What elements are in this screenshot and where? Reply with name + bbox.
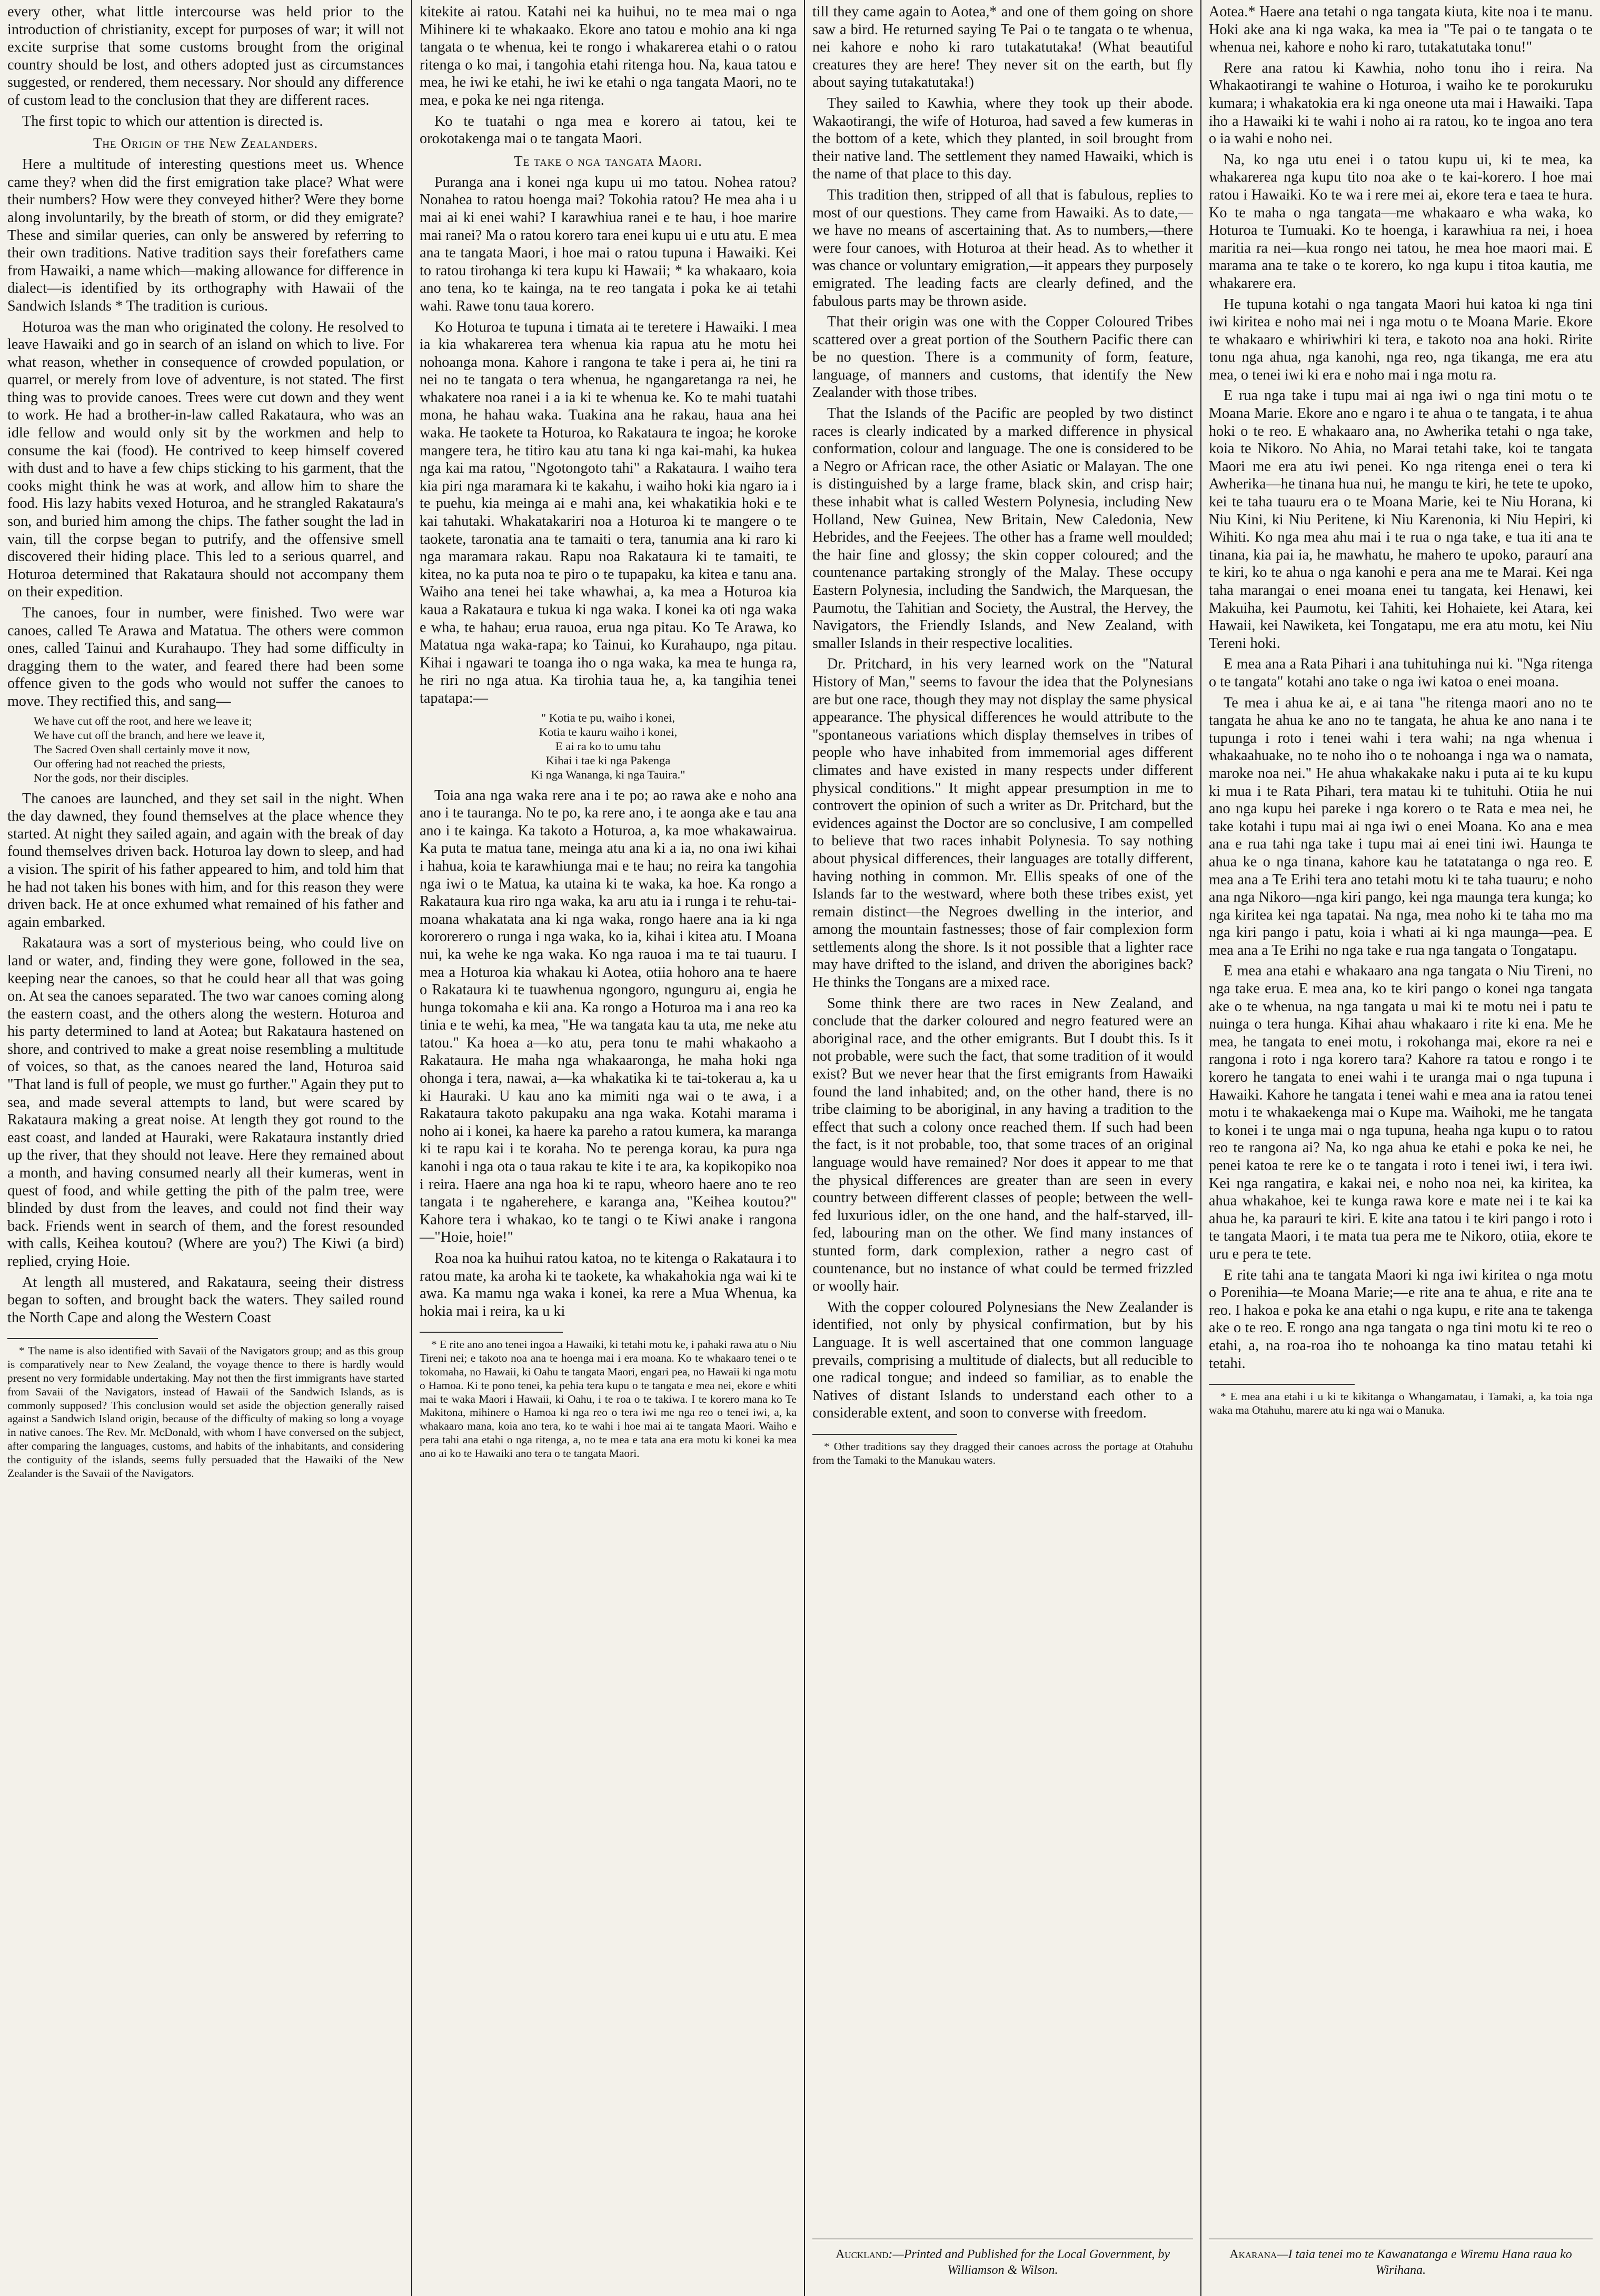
paragraph: He tupuna kotahi o nga tangata Maori hui katoa ki nga tini iwi kiritea e noho mai nei i nga motu o te Moana Marie. Ekore te whakaaro e whiriwhiri ki tera, e takoto noa ana hoki. Ririte tonu nga ahua, nga kanohi, nga reo, nga tikanga, me era atu mea, o tenei iwi ki era e noho mai i nga motu ra.	[1209, 296, 1593, 383]
paragraph: Rakataura was a sort of mysterious being, who could live on land or water, and, finding they were gone, followed in the sea, keeping near the canoes, so that he could hear all that was going on. At sea the canoes separated. The two war canoes coming along the eastern coast, and the others along the western. Hoturoa and his party determined to land at Aotea; but Rakataura hastened on shore, and contrived to make a great noise resembling a multitude of voices, so that, as the canoes neared the land, Hoturoa said "That land is full of people, we must go further." Again they put to sea, and made several attempts to land, but were scared by Rakataura making a great noise. At length they got round to the east coast, and landed at Hauraki, were Rakataura instantly dried up the river, that they should not leave. Here they remained about a month, and having consumed nearly all their kumeras, went in quest of food, and while getting the pith of the palm tree, were blinded by dust from the leaves, and could not find their way back. Friends went in search of them, and the forest resounded with calls, Keihea koutou? (Where are you?) The Kiwi (a bird) replied, crying Hoie.	[7, 935, 404, 1270]
column-maori-right	[1201, 0, 1600, 2296]
imprint-place: Akarana	[1229, 2248, 1277, 2261]
verse-line: We have cut off the branch, and here we leave it,	[34, 728, 265, 742]
verse-line: The Sacred Oven shall certainly move it now,	[34, 742, 250, 756]
paragraph: E rua nga take i tupu mai ai nga iwi o nga tini motu o te Moana Marie. Ekore ano e ngaro i te ahua o te tangata, i te ahua hoki o te reo. E whakaaro ana, no Awherika tetahi o nga take, koia te Nikoro. No Ahia, no Marai tetahi take, koi te tangata Maori me era atu iwi penei. Ko nga ritenga enei o tera ki Awherika—he tinana hua nui, he mangu te kiri, he tete te upoko, kei te taha tuauru era o te Moana Marie, kei te Niu Horana, ki Niu Kini, ki Niu Peritene, ki Niu Karenonia, ki Niu Hepiri, ki Wihiti. Ko nga mea ahu mai i te rua o nga take, e tua iti ana te tinana, kia pai ia, he mawhatu, he mahero te upoko, paraurí ana te kiri, ko te ahua o nga kanohi e pera ana me te Marai. Kei nga taha marangai o enei moana enei tu tangata, kei Henawi, kei Makuiha, kei Paumotu, kei Tahiti, kei Hohaiete, kei Atara, kei Hawaii, kei Nawiketa, kei Tongatapu, me era atu motu, kei Niu Tereni hoki.	[1209, 387, 1593, 652]
section-heading: The Origin of the New Zealanders.	[93, 135, 319, 152]
paragraph: Some think there are two races in New Zealand, and conclude that the darker coloured and negro featured were an aboriginal race, and the other emigrants. But I doubt this. Is it not probable, were such the fact, that some tradition of it would exist? But we never hear that the first emigrants from Hawaiki found the land inhabited; and, on the other hand, there is no tribe claiming to be aboriginal, in any having a tradition to the effect that such a colony once reached them. If such had been the fact, is it not probable, too, that some traces of an original language would have remained? Nor does it appear to me that the physical differences are greater than are seen in every country between different classes of people; between the well-fed luxurious idler, on the one hand, and the half-starved, ill-fed, labouring man on the other. We find many instances of stunted form, dark complexion, rather a negro cast of countenance, but no instance of what could be termed frizzled or woolly hair.	[812, 995, 1193, 1295]
paragraph: Rere ana ratou ki Kawhia, noho tonu iho i reira. Na Whakaotirangi te wahine o Hoturoa, i waiho ke te porokuruku kumara; i whakatokia era ki nga oneone uta mai i Hawaiki. Tapa iho a Hawaiki ki te wahi i noho ai ra ratou, ko te ingoa ano tera o ia wahi e noho nei.	[1209, 59, 1593, 147]
verse-line: Ki nga Wananga, ki nga Tauira."	[531, 767, 685, 781]
paragraph: E mea ana etahi e whakaaro ana nga tangata o Niu Tireni, no nga take erua. E mea ana, ko te kiri pango o konei nga tangata ake o te whenua, na nga tangata u mai ki te motu nei i patu te nuinga o tera hunga. Kihai ahau whakaaro i rite ki ena. Me he mea, he tangata to enei motu, i rokohanga mai, ekore ra nei e rangona i roto i nga korero tara? Kahore ra tatou e rongo i te korero he tangata to enei wahi i te uranga mai o nga tupuna i Hawaiki. Kahore he tangata i tenei wahi e mea ana ia ratou tenei motu i te whakaekenga mai o Kupe ma. Waihoki, me he tangata to konei i te unga mai o nga tupuna, heaha nga kupu o to ratou reo te rangona ai? Na, ko nga ahua ke etahi e poka ke nei, he penei katoa te rere ke o te tangata i roto i tenei iwi, i tera iwi. Kei nga rangatira, e kakai nei, e noho noa nei, ka kiritea, ka ahua whakahoe, kei te kunga rawa kore e mate nei i te kai ka ahua he, ka parauri te kiri. E kite ana tatou i te kiri pango i roto i te tangata Maori, i te mata tua pera me te Nikoro, otiia, ekore te uru e pera te tete.	[1209, 963, 1593, 1262]
verse-line: Kihai i tae ki nga Pakenga	[545, 753, 671, 767]
printer-imprint	[1209, 2239, 1593, 2278]
verse-line: " Kotia te pu, waiho i konei,	[541, 711, 675, 724]
paragraph: That the Islands of the Pacific are peopled by two distinct races is clearly indicated by a marked difference in physical conformation, colour and language. The one is considered to be a Negro or African race, the other Asiatic or Malayan. The one is distinguished by a large frame, black skin, and crisp hair; these inhabit what is called Western Polynesia, including New Holland, New Guinea, New Britain, New Caledonia, New Hebrides, and the Feejees. The other has a frame well moulded; the hair fine and glossy; the skin copper coloured; and the countenance partaking strongly of the Malay. These occupy Eastern Polynesia, including the Sandwich, the Marquesan, the Paumotu, the Tahitian and Society, the Austral, the Hervey, the Navigators, the Friendly Islands, and New Zealand, with smaller Islands in their respective localities.	[812, 405, 1193, 652]
paragraph: With the copper coloured Polynesians the New Zealander is identified, not only by physical confirmation, but by his Language. It is well ascertained that one common language prevails, comprising a multitude of dialects, but all reducible to one radical tongue; and indeed so familiar, as to enable the Natives of distant Islands to understand each other to a considerable extent, and soon to converse with freedom.	[812, 1299, 1193, 1422]
verse-line: E ai ra ko to umu tahu	[555, 739, 661, 753]
paragraph: That their origin was one with the Copper Coloured Tribes scattered over a great portion of the Southern Pacific there can be no question. There is a community of form, feature, language, of manners and customs, that identify the New Zealander with those tribes.	[812, 314, 1193, 401]
paragraph: Te mea i ahua ke ai, e ai tana "he ritenga maori ano no te tangata he ahua ke ano no te tangata, he ahua ke ano nana i te tupunga i roto i tenei wahi i tera wahi; na nga whenua i whakaahuake, no te noho iho o te nohoanga i nga wa o namata, maroke noa nei." He ahua whakakake naku i puta ai te ku kupu ki mua i te Rata Pihari, tera matau ki te tuhituhi. Otiia he nui ano nga kupu hei pareke i nga korero o te Rata e mea nei, he take kotahi i tupu mai ai nga iwi o enei Moana. Ko ana e mea ana e rua tahi nga take i tupu mai ai enei tini iwi. Haunga te ahua ke o nga tinana, kahore kau he tatatatanga o nga reo. E mea ana a Te Erihi tera ano tetahi motu ki te taha tuauru; e noho ana nga Nikoro—nga kiri pango, kei nga maunga tera kunga; ko nga kiritea kei nga tapatai. Na nga, mea noho ki te taha mo ma nga kiri pango i patu, koia i whati ai ki nga maunga—pea. E mea ana a Te Erihi no nga take e rua nga tangata o Tongatapu.	[1209, 694, 1593, 959]
paragraph: Puranga ana i konei nga kupu ui mo tatou. Nohea ratou? Nonahea to ratou hoenga mai? Tokohia ratou? He mea aha i u mai ai ki enei wahi? I karawhiua ranei e te hau, i hoe marire mai ranei? Ma o ratou korero tara enei kupu ui e utu atu. E mea ana te tangata Maori, i hoe mai o ratou tupuna i Hawaiki. Kei to ratou tirohanga ki tera kupu ki Hawaii; * ka whakaaro, koia ano tena, ko te kainga, na te reo tangata i poka ke ai tetahi wahi. Rawe tonu taua korero.	[420, 174, 797, 314]
paragraph: Hoturoa was the man who originated the colony. He resolved to leave Hawaiki and go in search of an island on which to live. For what reason, whether in consequence of crowded population, or quarrel, or merely from love of adventure, is not stated. The first thing was to provide canoes. Trees were cut down and they went to work. He had a brother-in-law called Rakataura, who was an idle fellow and would only sit by the workmen and help to consume the kai (food). He contrived to keep himself covered with dust and to have a few chips sticking to his garment, that the cooks might think he was at work, and allow him to share the food. His lazy habits vexed Hoturoa, and he strangled Rakataura's son, and buried him among the chips. The father sought the lad in vain, till the corpse began to putrify, and the offensive smell discovered their hiding place. This led to a serious quarrel, and Hoturoa determined that Rakataura should not accompany them on their expedition.	[7, 318, 404, 601]
paragraph: Roa noa ka huihui ratou katoa, no te kitenga o Rakataura i to ratou mate, ka aroha ki te taokete, ka whakahokia nga wai ki te awa. Ka mamu nga waka i konei, ka rere a Mua Whenua, ka hokia mai i reira, ka u ki	[420, 1250, 797, 1320]
footnote: * Other traditions say they dragged their canoes across the portage at Otahuhu from the Tamaki to the Manukau waters.	[812, 1440, 1193, 1466]
paragraph: every other, what little intercourse was held prior to the introduction of christianity, except for purposes of war; it will not excite surprise that some customs brought from the original country should be lost, and others adopted just as circumstances suggested, or rendered, them necessary. Nor should any difference of custom lead to the conclusion that they are different races.	[7, 4, 404, 108]
verse-block	[420, 711, 797, 782]
paragraph: kitekite ai ratou. Katahi nei ka huihui, no te mea mai o nga Mihinere ki te whakaako. Ekore ano tatou e mohio ana ki nga tangata o te whenua, kei te rongo i whakarerea etahi o o ratou ritenga o ko mai, i tangohia etahi ritenga hou. Na, kaua tatou e mea, he iwi ke etahi, he iwi ke etahi o nga tangata Maori, no te mea, e poka ke nei nga ritenga.	[420, 4, 797, 108]
footnote-rule	[1209, 1384, 1355, 1385]
imprint-text: :—Printed and Published for the Local Government, by Williamson & Wilson.	[888, 2248, 1170, 2277]
paragraph: Ko te tuatahi o nga mea e korero ai tatou, kei te orokotakenga mai o te tangata Maori.	[420, 113, 797, 147]
paragraph: The canoes are launched, and they set sail in the night. When the day dawned, they found themselves at the place whence they started. At night they sailed again, and again with the break of day found themselves driven back. Hoturoa lay down to sleep, and had a vision. The spirit of his father appeared to him, and told him that he had not taken his bones with him, and for this reason they were driven back. He at once exhumed what remained of his father and again embarked.	[7, 790, 404, 931]
printer-imprint	[812, 2239, 1193, 2278]
paragraph: E mea ana a Rata Pihari i ana tuhituhinga nui ki. "Nga ritenga o te tangata" kotahi ano take o nga iwi katoa o enei moana.	[1209, 656, 1593, 690]
imprint-text: —I taia tenei mo te Kawanatanga e Wiremu Hana raua ko Wirihana.	[1277, 2248, 1572, 2277]
verse-line: Kotia te kauru waiho i konei,	[539, 725, 678, 738]
paragraph: Aotea.* Haere ana tetahi o nga tangata kiuta, kite noa i te manu. Hoki ake ana ki nga waka, ka mea ia "Te pai o te tangata o te whenua nei, kahore e noho ki raro, tutakatutaka tonu!"	[1209, 4, 1593, 56]
imprint-place: Auckland	[835, 2248, 889, 2261]
footnote-rule	[7, 1338, 158, 1339]
column-maori-left	[412, 0, 805, 2296]
footnote: * E rite ano ano tenei ingoa a Hawaiki, ki tetahi motu ke, i pahaki rawa atu o Niu Tireni nei; e takoto noa ana te hoenga mai i era moana. Ko te whakaaro tenei o te tokomaha, no Hawaii, ki Oahu te tangata Maori, engari pea, no Hawaii ki nga motu o Hamoa. Ki te pono tenei, ka pehia tera kupu o te tangata e mea nei, ekore e whiti mai te waka Maori i Hawaii, ki Oahu, i te roa o te takiwa. I te korero mana ko Te Makitona, mihinere o Hamoa ki nga reo o tera iwi me nga reo o tenei iwi, a, ka whakaaro mana, koia ano tera, ko te wahi i hoe mai ai te tangata Maori. Waiho e pera tahi ana etahi o nga ritenga, a, no te mea e tata ana era motu ki konei ka mea ano ai ko te Hawaiki ano tera o te tangata Maori.	[420, 1338, 797, 1460]
footnote: * E mea ana etahi i u ki te kikitanga o Whangamatau, i Tamaki, a, ka toia nga waka ma Otahuhu, marere atu ki nga wai o Manuka.	[1209, 1390, 1593, 1416]
verse-line: We have cut off the root, and here we leave it;	[34, 714, 252, 727]
verse-line: Nor the gods, nor their disciples.	[34, 771, 189, 784]
column-english-left	[0, 0, 412, 2296]
paragraph: They sailed to Kawhia, where they took up their abode. Wakaotirangi, the wife of Hoturoa, had saved a few kumeras in the bottom of a kete, which they planted, in soil brought from their native land. The settlement they named Hawaiki, which is the name of that place to this day.	[812, 95, 1193, 183]
paragraph: At length all mustered, and Rakataura, seeing their distress began to soften, and brought back the waters. They sailed round the North Cape and along the Western Coast	[7, 1274, 404, 1326]
paragraph: E rite tahi ana te tangata Maori ki nga iwi kiritea o nga motu o Porenihia—te Moana Marie;—e rite ana te ahua, e rite ana te reo. I hakoa e poka ke ana etahi o nga kupu, e rite ana te takenga ake o te reo. E rongo ana nga tangata o nga tini motu ki te reo o etahi, a, na roa-roa iho te nohoanga ka tino matau tetahi ki tetahi.	[1209, 1266, 1593, 1372]
paragraph: Dr. Pritchard, in his very learned work on the "Natural History of Man," seems to favour the idea that the Polynesians are but one race, though they may not display the same physical appearance. The physical differences he would attribute to the "spontaneous variations which display themselves in tribes of people who have inhabited from immemorial ages different climates and have existed in many respects under different physical conditions." It might appear presumption in me to controvert the opinion of such a writer as Dr. Pritchard, but the evidences against the Doctor are so conclusive, I am compelled to believe that two races inhabit Polynesia. To say nothing about physical differences, their languages are totally different, having nothing in common. Mr. Ellis speaks of one of the Islands far to the westward, where both these tribes exist, yet remain distinct—the Negroes dwelling in the interior, and among the mountain fastnesses; those of fair complexion form settlements along the shore. Is it not possible that a lighter race may have drifted to the island, and driven the aborigines back? He thinks the Tongans are a mixed race.	[812, 656, 1193, 991]
paragraph: Toia ana nga waka rere ana i te po; ao rawa ake e noho ana ano i te tauranga. No te po, ka rere ano, i te aonga ake e tau ana ano i te kainga. Ka takoto a Hoturoa, a, ka moe whakawairua. Ka puta te matua tane, meinga atu ana ki a ia, no ona iwi kihai i hahua, koia te karawhiunga mai e te hau; no reira ka tangohia nga iwi o te Matua, ka utaina ki te waka, ka hoe. Ka rongo a Rakataura kua riro nga waka, ka aru atu ia i runga i te rehu-tai-moana whakatata ana ki nga waka, rongo haere ana ia ki nga kororerero o runga i nga waka, ko ia, kihai i kitea atu. I Moana nui, ka wehe ke nga waka. Ko nga rauoa i ma te tai tuauru. I mea a Hoturoa kia whakau ki Aotea, otiia hohoro ana te haere o Rakataura ki te tuawhenua ngongoro, ngunguru ai, engia he hunga tokomaha e kii ana. Ka rongo a Hoturoa ma i ana reo ka tinia e te wehi, ka mea, "He wa tangata kau ta uta, me neke atu tatou." Ka hoea a—ko atu, pera tonu te mahi whakaoho a Rakataura. He maha nga whakaaronga, he maha hoki nga ohonga i tera, nawai, a—ka whakatika ki te tai-tokerau a, ka u ki Hauraki. U kau ano ka mimiti nga wai o te awa, i a Rakataura takoto pakupaku ana nga waka. Kotahi marama i noho ai i konei, ka haere ka pareho a ratou kumera, ka maranga ki te rapu kai i te koraha. No te perenga korau, ka pura nga kanohi i nga ota o taua rakau te kite i te ara, ka kopikopiko noa i reira. Haere ana nga hoa ki te rapu, wheoro haere ano te reo tangata i te ngaherehere, e karanga ana, "Keihea koutou?" Kahore tera i whakao, ko te tangi o te Kiwi anake i rangona—"Hoie, hoie!"	[420, 787, 797, 1246]
paragraph: till they came again to Aotea,* and one of them going on shore saw a bird. He returned saying Te Pai o te tangata o te whenua, nei kahore e noho ki raro tutakatutaka! (What beautiful creatures they are here! They never sit on the earth, but fly about saying tutakatutaka!)	[812, 4, 1193, 91]
paragraph: The canoes, four in number, were finished. Two were war canoes, called Te Arawa and Matatua. The others were common ones, called Tainui and Kurahaupo. They had some difficulty in dragging them to the water, and feared there had been some offence given to the gods who would not suffer the canoes to move. They rectified this, and sang—	[7, 605, 404, 710]
paragraph: The first topic to which our attention is directed is.	[22, 113, 323, 129]
footnote-rule	[420, 1332, 563, 1333]
footnote: * The name is also identified with Savaii of the Navigators group; and as this group is comparatively near to New Zealand, the voyage thence to there is hardly would present no very formidable undertaking. May not then the first immigrants have started from Savaii of the Navigators, instead of Hawaii of the Sandwich Islands, as is commonly supposed? This conclusion would set aside the objection generally raised against a Sandwich Island origin, because of the difficulty of making so long a voyage in native canoes. The Rev. Mr. McDonald, with whom I have conversed on the subject, after comparing the languages, customs, and habits of the inhabitants, and considering the contiguity of the islands, seems fully persuaded that the Hawaiki of the New Zealander is the Savaii of the Navigators.	[7, 1344, 404, 1480]
verse-line: Our offering had not reached the priests,	[34, 756, 225, 770]
section-heading: Te take o nga tangata Maori.	[514, 153, 702, 169]
verse-block	[34, 714, 404, 785]
paragraph: Here a multitude of interesting questions meet us. Whence came they? when did the first emigration take place? What were their numbers? How were they conveyed hither? Were they borne along involuntarily, by the breath of storm, or did they emigrate? These and similar queries, can only be answered by referring to their own traditions. Native tradition says their forefathers came from Hawaiki, a name which—making allowance for difference in dialect—is identified by its orthography with Hawaii of the Sandwich Islands * The tradition is curious.	[7, 156, 404, 314]
footnote-rule	[812, 1434, 957, 1435]
column-english-right	[805, 0, 1201, 2296]
paragraph: This tradition then, stripped of all that is fabulous, replies to most of our questions. They came from Hawaiki. As to date,—we have no means of ascertaining that. As to numbers,—there were four canoes, with Hoturoa at their head. As to whether it was chance or voluntary emigration,—it appears they purposely emigrated. The leading facts are clearly defined, and the fabulous parts may be thrown aside.	[812, 186, 1193, 310]
paragraph: Ko Hoturoa te tupuna i timata ai te teretere i Hawaiki. I mea ia kia whakarerea tera whenua kia rapua atu he motu hei nohoanga mona. Kahore i rangona te take i pera ai, he tini ra nei no te tangata o tera whenua, he ngangaretanga ra nei, he whakatere noa ranei i a ia ki te whenua ke. Ko te mahi tuatahi mona, he hahau waka. Tuakina ana he rakau, haua ana hei waka. He taokete ta Hoturoa, ko Rakataura te ingoa; he koroke mangere tera, he titiro kau atu tana ki nga kai-mahi, ka hukea nga kai ma ratou, "Ngotongoto tahi" a Rakataura. I waiho tera kia piri nga maramara ki te kakahu, i waiho hoki kia ngaro ia i te puehu, kia meinga ai e mahi ana, kei whakatikia hoki e te kai tahutaki. Whakatakariri noa a Hoturoa ki te mangere o te taokete, taronatia ana te tamaiti o tera, tanumia ana ki raro ki nga maramara rakau. Rapu noa Rakataura ki te tamaiti, te kitea, no ka puta noa te piro o te tupapaku, ka kitea e tanu ana. Waiho ana tenei hei take whawhai, a, ka mea a Hoturoa kia kaua a Rakataura e tukua ki nga waka. I konei ka oti nga waka e wha, te hahau; erua rauoa, erua nga pitau. Ko Te Arawa, ko Matatua nga waka-rapa; ko Tainui, ko Kurahaupo, nga pitau. Kihai i ngawari te toanga iho o nga waka, ka mea te hunga ra, he riri no nga atua. Ka tirohia taua he, a, ka tangihia tenei tapatapa:—	[420, 318, 797, 706]
paragraph: Na, ko nga utu enei i o tatou kupu ui, ki te mea, ka whakarerea nga kupu tito noa ake o te kai-korero. I hoe mai ratou i Hawaiki. Ko te wa i rere mei ai, ekore tera e taea te hura. Ko te maha o nga tangata—me whakaaro e wha waka, ko Hoturoa te Tumuaki. Ko te hoenga, i karawhiua ra nei, i hoea maritia ra nei—kua rongo nei tatou, he mea hoe maori mai. E marama ana te take o te korero, ko nga kupu i titoa kautia, me whakarere era.	[1209, 151, 1593, 292]
